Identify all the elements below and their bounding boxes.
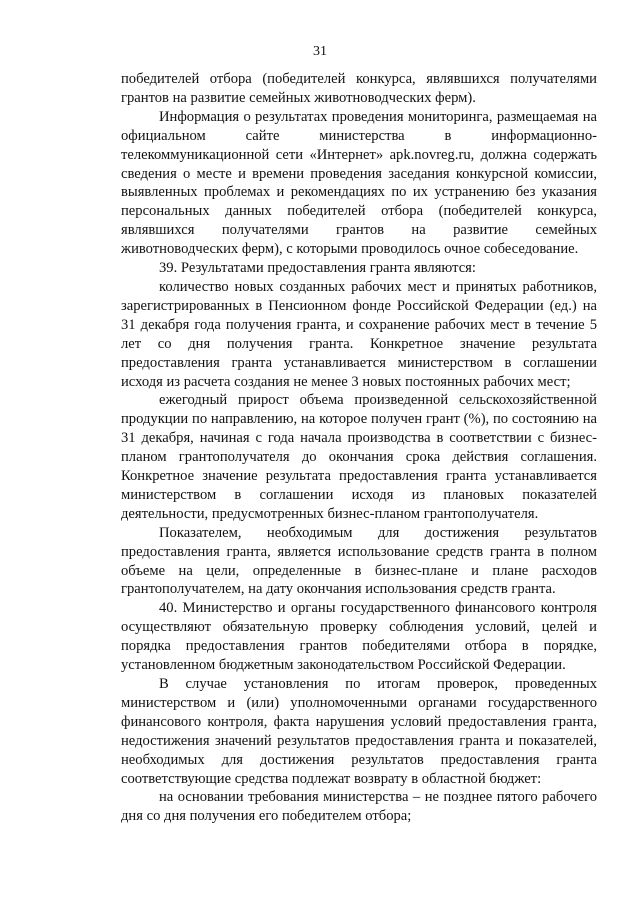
paragraph-indicator: Показателем, необходимым для достижения результатов предоставления гранта, является использование средств гранта в полном объеме на цели, определенные в бизнес-плане и плане расходов грантополучателем, на дату окончания использования средств гранта. (121, 524, 597, 598)
paragraph-continuation: победителей отбора (победителей конкурса, являвшихся получателями грантов на развитие семейных животноводческих ферм). (121, 71, 597, 106)
paragraph-refund-deadline: на основании требования министерства – не позднее пятого рабочего дня со дня получения его победителем отбора; (121, 789, 597, 825)
paragraph-monitoring-info: Информация о результатах проведения мониторинга, размещаемая на официальном сайте министерства в информационно-телекоммуникационной сети «Интернет» apk.novreg.ru, должна содержать сведения о месте и времени проведения заседания конкурсной комиссии, выявленных проблемах и рекомендациях по их устранению без указания персональных данных победителей отбора (победителей конкурса, являвшихся получателями грантов на развитие семейных животноводческих ферм), с которыми проводилось очное собеседование. (121, 108, 597, 258)
paragraph-result-jobs: количество новых созданных рабочих мест и принятых работников, зарегистрированных в Пенсионном фонде Российской Федерации (ед.) на 31 декабря года получения гранта, и сохранение рабочих мест в течение 5 лет со дня получения гранта. Конкретное значение результата предоставления гранта устанавливается министерством в соглашении исходя из расчета создания не менее 3 новых постоянных рабочих мест; (121, 278, 597, 390)
paragraph-item-39: 39. Результатами предоставления гранта являются: (159, 260, 476, 277)
paragraph-result-production-growth: ежегодный прирост объема произведенной сельскохозяйственной продукции по направлению, на которое получен грант (%), по состоянию на 31 декабря, начиная с года начала производства в соответствии с бизнес-планом грантополучателя до окончания срока действия соглашения. Конкретное значение результата предоставления гранта устанавливается министерством в соглашении исходя из плановых показателей деятельности, предусмотренных бизнес-планом грантополучателя. (121, 392, 597, 522)
document-body (121, 70, 597, 826)
page-number: 31 (313, 44, 327, 59)
paragraph-violation-refund: В случае установления по итогам проверок, проведенных министерством и (или) уполномоченными органами государственного финансового контроля, факта нарушения условий предоставления гранта, недостижения значений результатов предоставления гранта и показателей, необходимых для достижения результатов предоставления гранта соответствующие средства подлежат возврату в областной бюджет: (121, 676, 597, 787)
paragraph-item-40: 40. Министерство и органы государственного финансового контроля осуществляют обязательную проверку соблюдения условий, целей и порядка предоставления грантов победителями отбора в порядке, установленном бюджетным законодательством Российской Федерации. (121, 600, 597, 674)
